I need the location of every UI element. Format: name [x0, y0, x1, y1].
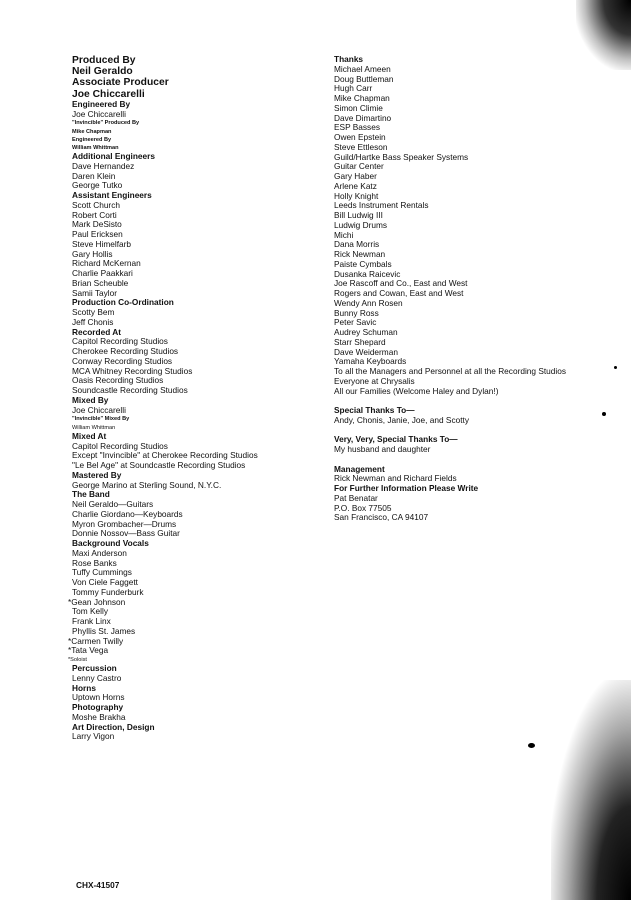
credit-line: Neil Geraldo—Guitars — [72, 499, 154, 510]
credit-line: Charlie Paakkari — [72, 268, 133, 279]
credit-line: Everyone at Chrysalis — [334, 375, 415, 386]
credit-line: Gary Haber — [334, 171, 377, 181]
credit-line: Myron Grombacher—Drums — [72, 518, 177, 529]
soloist-credit-line: *Carmen Twilly — [68, 635, 124, 646]
section-heading: Thanks — [334, 54, 364, 64]
credit-line: Holly Knight — [334, 190, 379, 201]
credit-line: Dave Weiderman — [334, 346, 398, 357]
section-heading: Production Co-Ordination — [72, 297, 174, 308]
credit-line: Lenny Castro — [72, 672, 122, 683]
credit-line: Jeff Chonis — [72, 316, 114, 327]
section-heading: Recorded At — [72, 326, 122, 337]
credit-line: Owen Epstein — [334, 132, 386, 142]
credit-line: Mark DeSisto — [72, 219, 122, 230]
credit-line: Von Ciele Faggett — [72, 577, 138, 588]
credit-line: To all the Managers and Personnel at all the Recording Studios — [334, 366, 566, 376]
credit-line: Scotty Bem — [72, 307, 115, 318]
small-credit-line: William Whittman — [72, 424, 116, 431]
credit-line: Michi — [334, 229, 354, 240]
credit-line: Capitol Recording Studios — [72, 336, 168, 347]
credit-line: Mike Chapman — [334, 93, 390, 103]
credit-line: Gary Hollis — [72, 248, 113, 259]
credit-line: Guitar Center — [334, 161, 384, 172]
section-heading: Mastered By — [72, 469, 122, 480]
credit-line: Audrey Schuman — [334, 327, 398, 337]
credit-line: Paiste Cymbals — [334, 258, 392, 269]
credit-line: Uptown Horns — [72, 692, 125, 703]
credit-line: Bunny Ross — [334, 307, 379, 318]
credit-line: Dusanka Raicevic — [334, 268, 401, 279]
credit-line: Steve Ettleson — [334, 141, 388, 152]
credit-line: Dana Morris — [334, 239, 380, 250]
section-heading: Management — [334, 463, 385, 474]
credit-line: George Tutko — [72, 180, 123, 191]
section-heading: Special Thanks To— — [334, 405, 415, 415]
small-credit-line: Engineered By — [72, 136, 112, 143]
credits-right-column — [334, 55, 624, 523]
credit-line: Simon Climie — [334, 102, 383, 113]
credit-line: Daren Klein — [72, 170, 116, 181]
section-heading: For Further Information Please Write — [334, 483, 479, 493]
credit-line: Frank Linx — [72, 616, 111, 627]
credit-line: Robert Corti — [72, 209, 117, 220]
credit-line: Hugh Carr — [334, 83, 373, 94]
credit-line: George Marino at Sterling Sound, N.Y.C. — [72, 479, 222, 490]
credit-line: Oasis Recording Studios — [72, 375, 164, 386]
credit-line: Joe Rascoff and Co., East and West — [334, 278, 468, 289]
section-heading: Background Vocals — [72, 538, 149, 549]
credit-line: Scott Church — [72, 199, 120, 210]
credit-line: Peter Savic — [334, 317, 377, 328]
credit-line: Tom Kelly — [72, 606, 108, 617]
credit-line: Joe Chiccarelli — [72, 108, 126, 119]
scan-speck — [528, 743, 535, 748]
producer-heading: Produced By — [72, 55, 136, 66]
credit-line: Soundcastle Recording Studios — [72, 385, 188, 396]
credit-line: Rogers and Cowan, East and West — [334, 288, 464, 298]
credit-line: Guild/Hartke Bass Speaker Systems — [334, 151, 469, 162]
credit-line: Donnie Nossov—Bass Guitar — [72, 528, 180, 539]
credit-line: "Le Bel Age" at Soundcastle Recording Studios — [72, 460, 246, 471]
credits-left-column — [68, 55, 322, 742]
section-heading: Assistant Engineers — [72, 190, 152, 201]
catalog-number: CHX-41507 — [76, 880, 120, 890]
soloist-note: *Soloist — [68, 657, 87, 664]
small-credit-line: "Invincible" Produced By — [72, 120, 140, 127]
section-heading: Art Direction, Design — [72, 721, 155, 732]
credit-line: Brian Scheuble — [72, 277, 129, 288]
credit-line: Charlie Giordano—Keyboards — [72, 508, 183, 519]
scan-speck — [602, 412, 606, 416]
scan-edge-bottom-right — [551, 680, 631, 900]
credit-line: Dave Hernandez — [72, 160, 135, 171]
credit-line: Rose Banks — [72, 557, 117, 568]
section-heading: Additional Engineers — [72, 151, 155, 162]
credit-line: Ludwig Drums — [334, 219, 388, 230]
section-heading: Very, Very, Special Thanks To— — [334, 434, 458, 445]
producer-heading: Neil Geraldo — [72, 66, 133, 78]
credit-line: Wendy Ann Rosen — [334, 297, 403, 308]
credit-line: Phyllis St. James — [72, 625, 136, 636]
credit-line: Conway Recording Studios — [72, 355, 173, 366]
credit-line: My husband and daughter — [334, 444, 431, 454]
credit-line: P.O. Box 77505 — [334, 502, 392, 513]
small-credit-line: Mike Chapman — [72, 128, 112, 135]
section-heading: Photography — [72, 702, 124, 713]
credit-line: Tommy Funderburk — [72, 586, 144, 597]
credit-line: Arlene Katz — [334, 180, 377, 191]
credit-line: ESP Basses — [334, 122, 380, 133]
section-heading: Engineered By — [72, 98, 131, 109]
credit-line: Tuffy Cummings — [72, 567, 132, 578]
section-heading: The Band — [72, 489, 110, 500]
credit-line: Dave Dimartino — [334, 112, 392, 123]
soloist-credit-line: *Gean Johnson — [68, 596, 126, 607]
credit-line: Yamaha Keyboards — [334, 356, 407, 367]
section-heading: Mixed At — [72, 430, 107, 441]
credit-line: San Francisco, CA 94107 — [334, 512, 429, 523]
credit-line: MCA Whitney Recording Studios — [72, 365, 193, 376]
scan-speck — [614, 366, 617, 369]
credit-line: Maxi Anderson — [72, 547, 127, 558]
credit-line: Cherokee Recording Studios — [72, 346, 179, 357]
section-heading: Mixed By — [72, 394, 109, 405]
small-credit-line: William Whittman — [72, 144, 119, 151]
credit-line: Michael Ameen — [334, 63, 391, 74]
credit-line: Capitol Recording Studios — [72, 440, 168, 451]
small-credit-line: "Invincible" Mixed By — [72, 416, 130, 423]
credit-line: Rick Newman and Richard Fields — [334, 473, 457, 484]
credit-line: Paul Ericksen — [72, 229, 123, 240]
credit-line: Pat Benatar — [334, 492, 378, 503]
credit-line: Samii Taylor — [72, 287, 118, 298]
producer-heading: Associate Producer — [72, 77, 169, 89]
credit-line: Except "Invincible" at Cherokee Recording Studios — [72, 450, 258, 461]
credit-line: Leeds Instrument Rentals — [334, 200, 429, 211]
credit-line: Doug Buttleman — [334, 73, 394, 84]
credit-line: Starr Shepard — [334, 336, 386, 347]
scan-edge-top-right — [576, 0, 631, 70]
credit-line: Joe Chiccarelli — [72, 404, 126, 415]
section-heading: Horns — [72, 682, 96, 693]
credit-line: Larry Vigon — [72, 731, 115, 742]
soloist-credit-line: *Tata Vega — [68, 645, 109, 656]
credit-line: All our Families (Welcome Haley and Dylan!) — [334, 385, 499, 396]
credit-line: Moshe Brakha — [72, 711, 126, 722]
credit-line: Rick Newman — [334, 249, 386, 259]
producer-heading: Joe Chiccarelli — [72, 88, 145, 100]
credit-line: Bill Ludwig III — [334, 210, 383, 220]
credit-line: Steve Himelfarb — [72, 238, 132, 249]
credit-line: Andy, Chonis, Janie, Joe, and Scotty — [334, 414, 469, 425]
credit-line: Richard McKernan — [72, 258, 141, 269]
section-heading: Percussion — [72, 663, 117, 674]
